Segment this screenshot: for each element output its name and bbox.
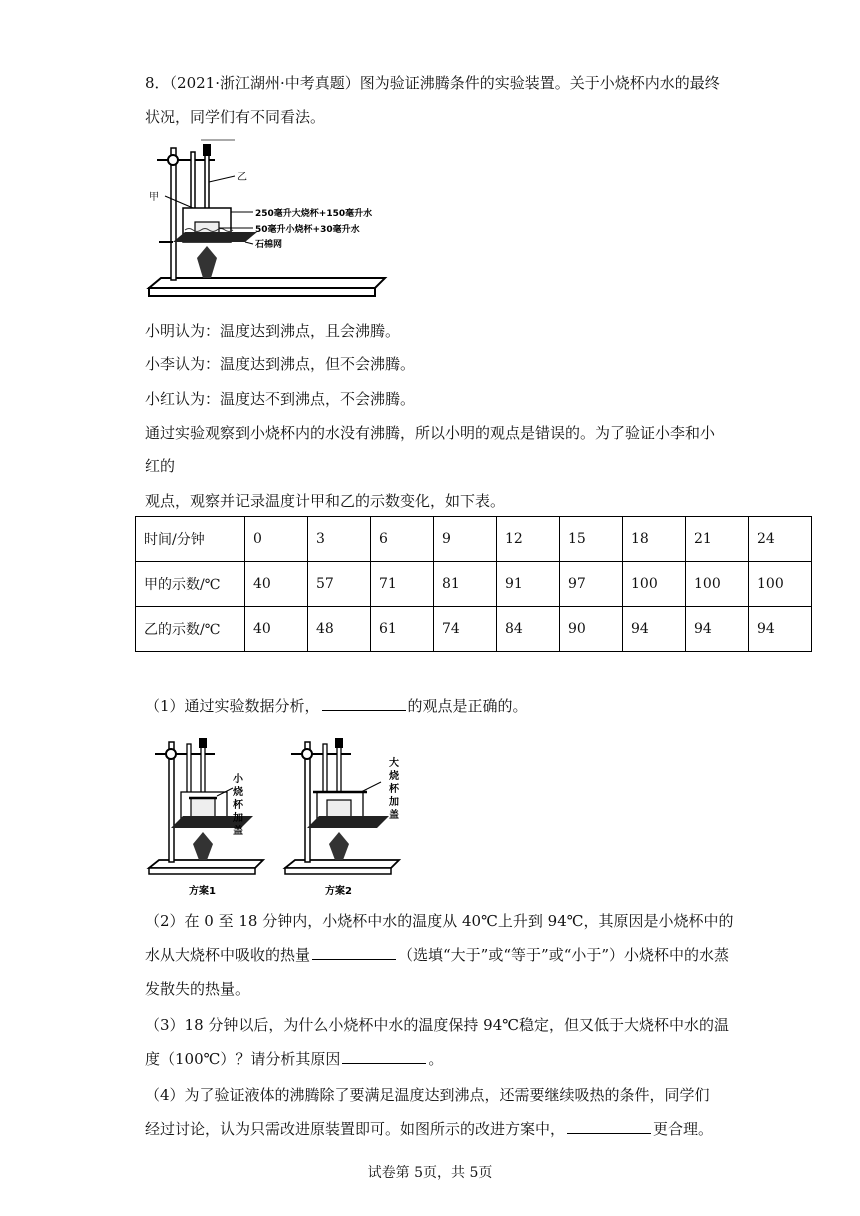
q3-answer-blank[interactable] xyxy=(342,1049,426,1064)
q4-answer-blank[interactable] xyxy=(567,1119,651,1134)
apparatus-base xyxy=(149,278,385,288)
table-cell: 3 xyxy=(308,517,371,562)
q4-prefix: 经过讨论，认为只需改进原装置即可。如图所示的改进方案中， xyxy=(145,1120,566,1138)
table-cell: 24 xyxy=(749,517,812,562)
improvement-plans-figure xyxy=(145,736,415,902)
table-cell: 94 xyxy=(623,607,686,652)
question-intro-line2: 状况，同学们有不同看法。 xyxy=(145,108,326,126)
table-cell: 6 xyxy=(371,517,434,562)
q3-line1: （3）18 分钟以后，为什么小烧杯中水的温度保持 94℃稳定，但又低于大烧杯中水的温 xyxy=(145,1016,730,1034)
q2-line2 xyxy=(145,944,729,966)
table-row-header: 甲的示数/℃ xyxy=(136,562,245,607)
table-cell: 40 xyxy=(245,562,308,607)
table-cell: 90 xyxy=(560,607,623,652)
q4-suffix: 更合理。 xyxy=(653,1120,714,1138)
table-cell: 97 xyxy=(560,562,623,607)
label-big-beaker: 250毫升大烧杯+150毫升水 xyxy=(255,209,373,219)
label-yi: 乙 xyxy=(237,172,247,183)
opinion-xiaoming: 小明认为：温度达到沸点，且会沸腾。 xyxy=(145,322,401,340)
q2-line1: （2）在 0 至 18 分钟内，小烧杯中水的温度从 40℃上升到 94℃，其原因是小烧杯中的 xyxy=(145,912,734,930)
table-cell: 84 xyxy=(497,607,560,652)
label-jia: 甲 xyxy=(149,192,159,203)
table-cell: 12 xyxy=(497,517,560,562)
plan1-note: 小烧杯加盖 xyxy=(233,774,243,837)
apparatus-figure xyxy=(145,138,405,304)
plan2-apparatus xyxy=(285,738,399,874)
table-cell: 94 xyxy=(749,607,812,652)
q1 xyxy=(145,695,528,717)
q2-suffix: （选填“大于”或“等于”或“小于”）小烧杯中的水蒸 xyxy=(398,946,730,964)
q3-prefix: 度（100℃）？请分析其原因 xyxy=(145,1050,341,1068)
plan2-label: 方案2 xyxy=(325,886,352,897)
table-row-header: 乙的示数/℃ xyxy=(136,607,245,652)
table-cell: 100 xyxy=(623,562,686,607)
label-small-beaker: 50毫升小烧杯+30毫升水 xyxy=(255,225,360,235)
table-cell: 100 xyxy=(686,562,749,607)
table-cell: 21 xyxy=(686,517,749,562)
table-row xyxy=(136,517,812,562)
table-cell: 40 xyxy=(245,607,308,652)
table-cell: 94 xyxy=(686,607,749,652)
observation-line2: 红的 xyxy=(145,457,176,475)
q1-prefix: （1）通过实验数据分析， xyxy=(145,697,320,715)
burner xyxy=(197,246,217,278)
table-cell: 9 xyxy=(434,517,497,562)
plan1-apparatus xyxy=(149,738,263,874)
q4-line1: （4）为了验证液体的沸腾除了要满足温度达到沸点，还需要继续吸热的条件，同学们 xyxy=(145,1086,710,1104)
table-cell: 81 xyxy=(434,562,497,607)
page-footer: 试卷第 5页，共 5页 xyxy=(367,1165,493,1181)
q1-answer-blank[interactable] xyxy=(322,696,406,711)
table-cell: 0 xyxy=(245,517,308,562)
table-cell: 71 xyxy=(371,562,434,607)
temperature-table xyxy=(135,516,812,652)
q1-suffix: 的观点是正确的。 xyxy=(407,697,528,715)
table-cell: 100 xyxy=(749,562,812,607)
table-cell: 74 xyxy=(434,607,497,652)
table-row xyxy=(136,607,812,652)
q2-prefix: 水从大烧杯中吸收的热量 xyxy=(145,946,311,964)
table-row-header: 时间/分钟 xyxy=(136,517,245,562)
q3-line2 xyxy=(145,1048,443,1070)
q2-line3: 发散失的热量。 xyxy=(145,980,251,998)
label-gauze: 石棉网 xyxy=(255,240,283,250)
q2-answer-blank[interactable] xyxy=(312,945,396,960)
opinion-xiaoli: 小李认为：温度达到沸点，但不会沸腾。 xyxy=(145,355,416,373)
table-cell: 91 xyxy=(497,562,560,607)
asbestos-gauze xyxy=(173,232,257,242)
table-cell: 15 xyxy=(560,517,623,562)
q3-suffix: 。 xyxy=(428,1050,444,1068)
q4-line2 xyxy=(145,1118,713,1140)
observation-line3: 观点，观察并记录温度计甲和乙的示数变化，如下表。 xyxy=(145,492,506,510)
table-cell: 57 xyxy=(308,562,371,607)
question-intro-line1: 8．（2021·浙江湖州·中考真题）图为验证沸腾条件的实验装置。关于小烧杯内水的最终 xyxy=(145,74,720,92)
opinion-xiaohong: 小红认为：温度达不到沸点，不会沸腾。 xyxy=(145,390,416,408)
table-cell: 48 xyxy=(308,607,371,652)
table-cell: 61 xyxy=(371,607,434,652)
plan2-note: 大烧杯加盖 xyxy=(389,758,399,821)
stand-rod xyxy=(171,148,176,280)
plan1-label: 方案1 xyxy=(189,886,216,897)
observation-line1: 通过实验观察到小烧杯内的水没有沸腾，所以小明的观点是错误的。为了验证小李和小 xyxy=(145,424,716,442)
table-cell: 18 xyxy=(623,517,686,562)
table-row xyxy=(136,562,812,607)
